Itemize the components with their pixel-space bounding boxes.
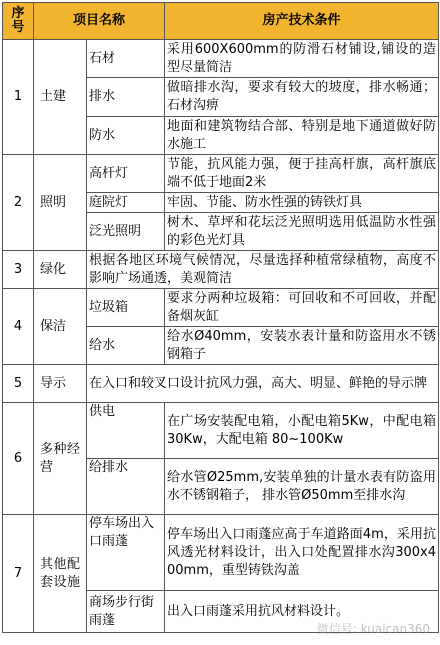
row-condition: 根据各地区环境气候情况，尽量选择种植常绿植物，高度不影响广场通透，美观简洁 (87, 251, 439, 289)
row-category: 绿化 (34, 251, 87, 289)
row-condition: 给水管Ø25mm,安装单独的计量水表有防盗用水不锈钢箱子， 排水管Ø50mm至排水沟 (165, 459, 439, 515)
watermark-text: 微信号: kuaican360 (316, 622, 430, 636)
spec-table-container (2, 2, 439, 633)
row-subitem: 商场步行街雨蓬 (87, 591, 165, 633)
row-condition: 树木、草坪和花坛泛光照明选用低温防水性强的彩色光灯具 (165, 213, 439, 251)
row-category: 照明 (34, 155, 87, 251)
row-condition: 节能，抗风能力强，便于挂高杆旗，高杆旗底端不低于地面2米 (165, 155, 439, 193)
row-condition: 给水Ø40mm，安装水表计量和防盗用水不锈钢箱子 (165, 327, 439, 365)
row-category: 保洁 (34, 289, 87, 365)
property-spec-table (2, 2, 439, 633)
row-condition: 地面和建筑物结合部、特别是地下通道做好防水施工 (165, 117, 439, 155)
row-subitem: 高杆灯 (87, 155, 165, 193)
row-condition: 停车场出入口雨蓬应高于车道路面4m，采用抗风透光材料设计，出入口处配置排水沟300x400mm，重型铸铁沟盖 (165, 515, 439, 591)
row-category: 其他配套设施 (34, 515, 87, 633)
row-num: 1 (3, 40, 34, 155)
row-subitem: 石材 (87, 40, 165, 78)
table-row (3, 515, 439, 591)
table-row (3, 251, 439, 289)
table-row (3, 365, 439, 403)
row-category: 导示 (34, 365, 87, 403)
header-cond: 房产技术条件 (165, 3, 439, 40)
row-subitem: 给排水 (87, 459, 165, 515)
row-num: 7 (3, 515, 34, 633)
row-subitem: 庭院灯 (87, 193, 165, 213)
row-condition: 做暗排水沟，要求有较大的坡度，排水畅通；石材沟痹 (165, 78, 439, 117)
row-condition: 采用600X600mm的防滑石材铺设,铺设的造型尽量简洁 (165, 40, 439, 78)
row-subitem: 泛光照明 (87, 213, 165, 251)
row-subitem: 排水 (87, 78, 165, 117)
table-row (3, 403, 439, 459)
row-subitem: 供电 (87, 403, 165, 459)
row-condition: 在广场安装配电箱，小配电箱5Kw，中配电箱30Kw，大配电箱 80~100Kw (165, 403, 439, 459)
row-num: 6 (3, 403, 34, 515)
table-row (3, 289, 439, 327)
table-row (3, 155, 439, 193)
row-condition: 要求分两种垃圾箱：可回收和不可回收，并配备烟灰缸 (165, 289, 439, 327)
row-subitem: 给水 (87, 327, 165, 365)
row-condition: 牢固、节能、防水性强的铸铁灯具 (165, 193, 439, 213)
row-num: 2 (3, 155, 34, 251)
row-category: 土建 (34, 40, 87, 155)
row-subitem: 垃圾箱 (87, 289, 165, 327)
table-row (3, 40, 439, 78)
row-subitem: 防水 (87, 117, 165, 155)
header-name: 项目名称 (34, 3, 165, 40)
row-condition: 在入口和较叉口设计抗风力强，高大、明显、鲜艳的导示牌 (87, 365, 439, 403)
header-row (3, 3, 439, 40)
row-subitem: 停车场出入口雨蓬 (87, 515, 165, 591)
row-num: 3 (3, 251, 34, 289)
row-condition: 出入口雨蓬采用抗风材料设计。 (165, 591, 439, 633)
row-category: 多种经营 (34, 403, 87, 515)
row-num: 4 (3, 289, 34, 365)
row-num: 5 (3, 365, 34, 403)
header-num: 序号 (3, 3, 34, 40)
